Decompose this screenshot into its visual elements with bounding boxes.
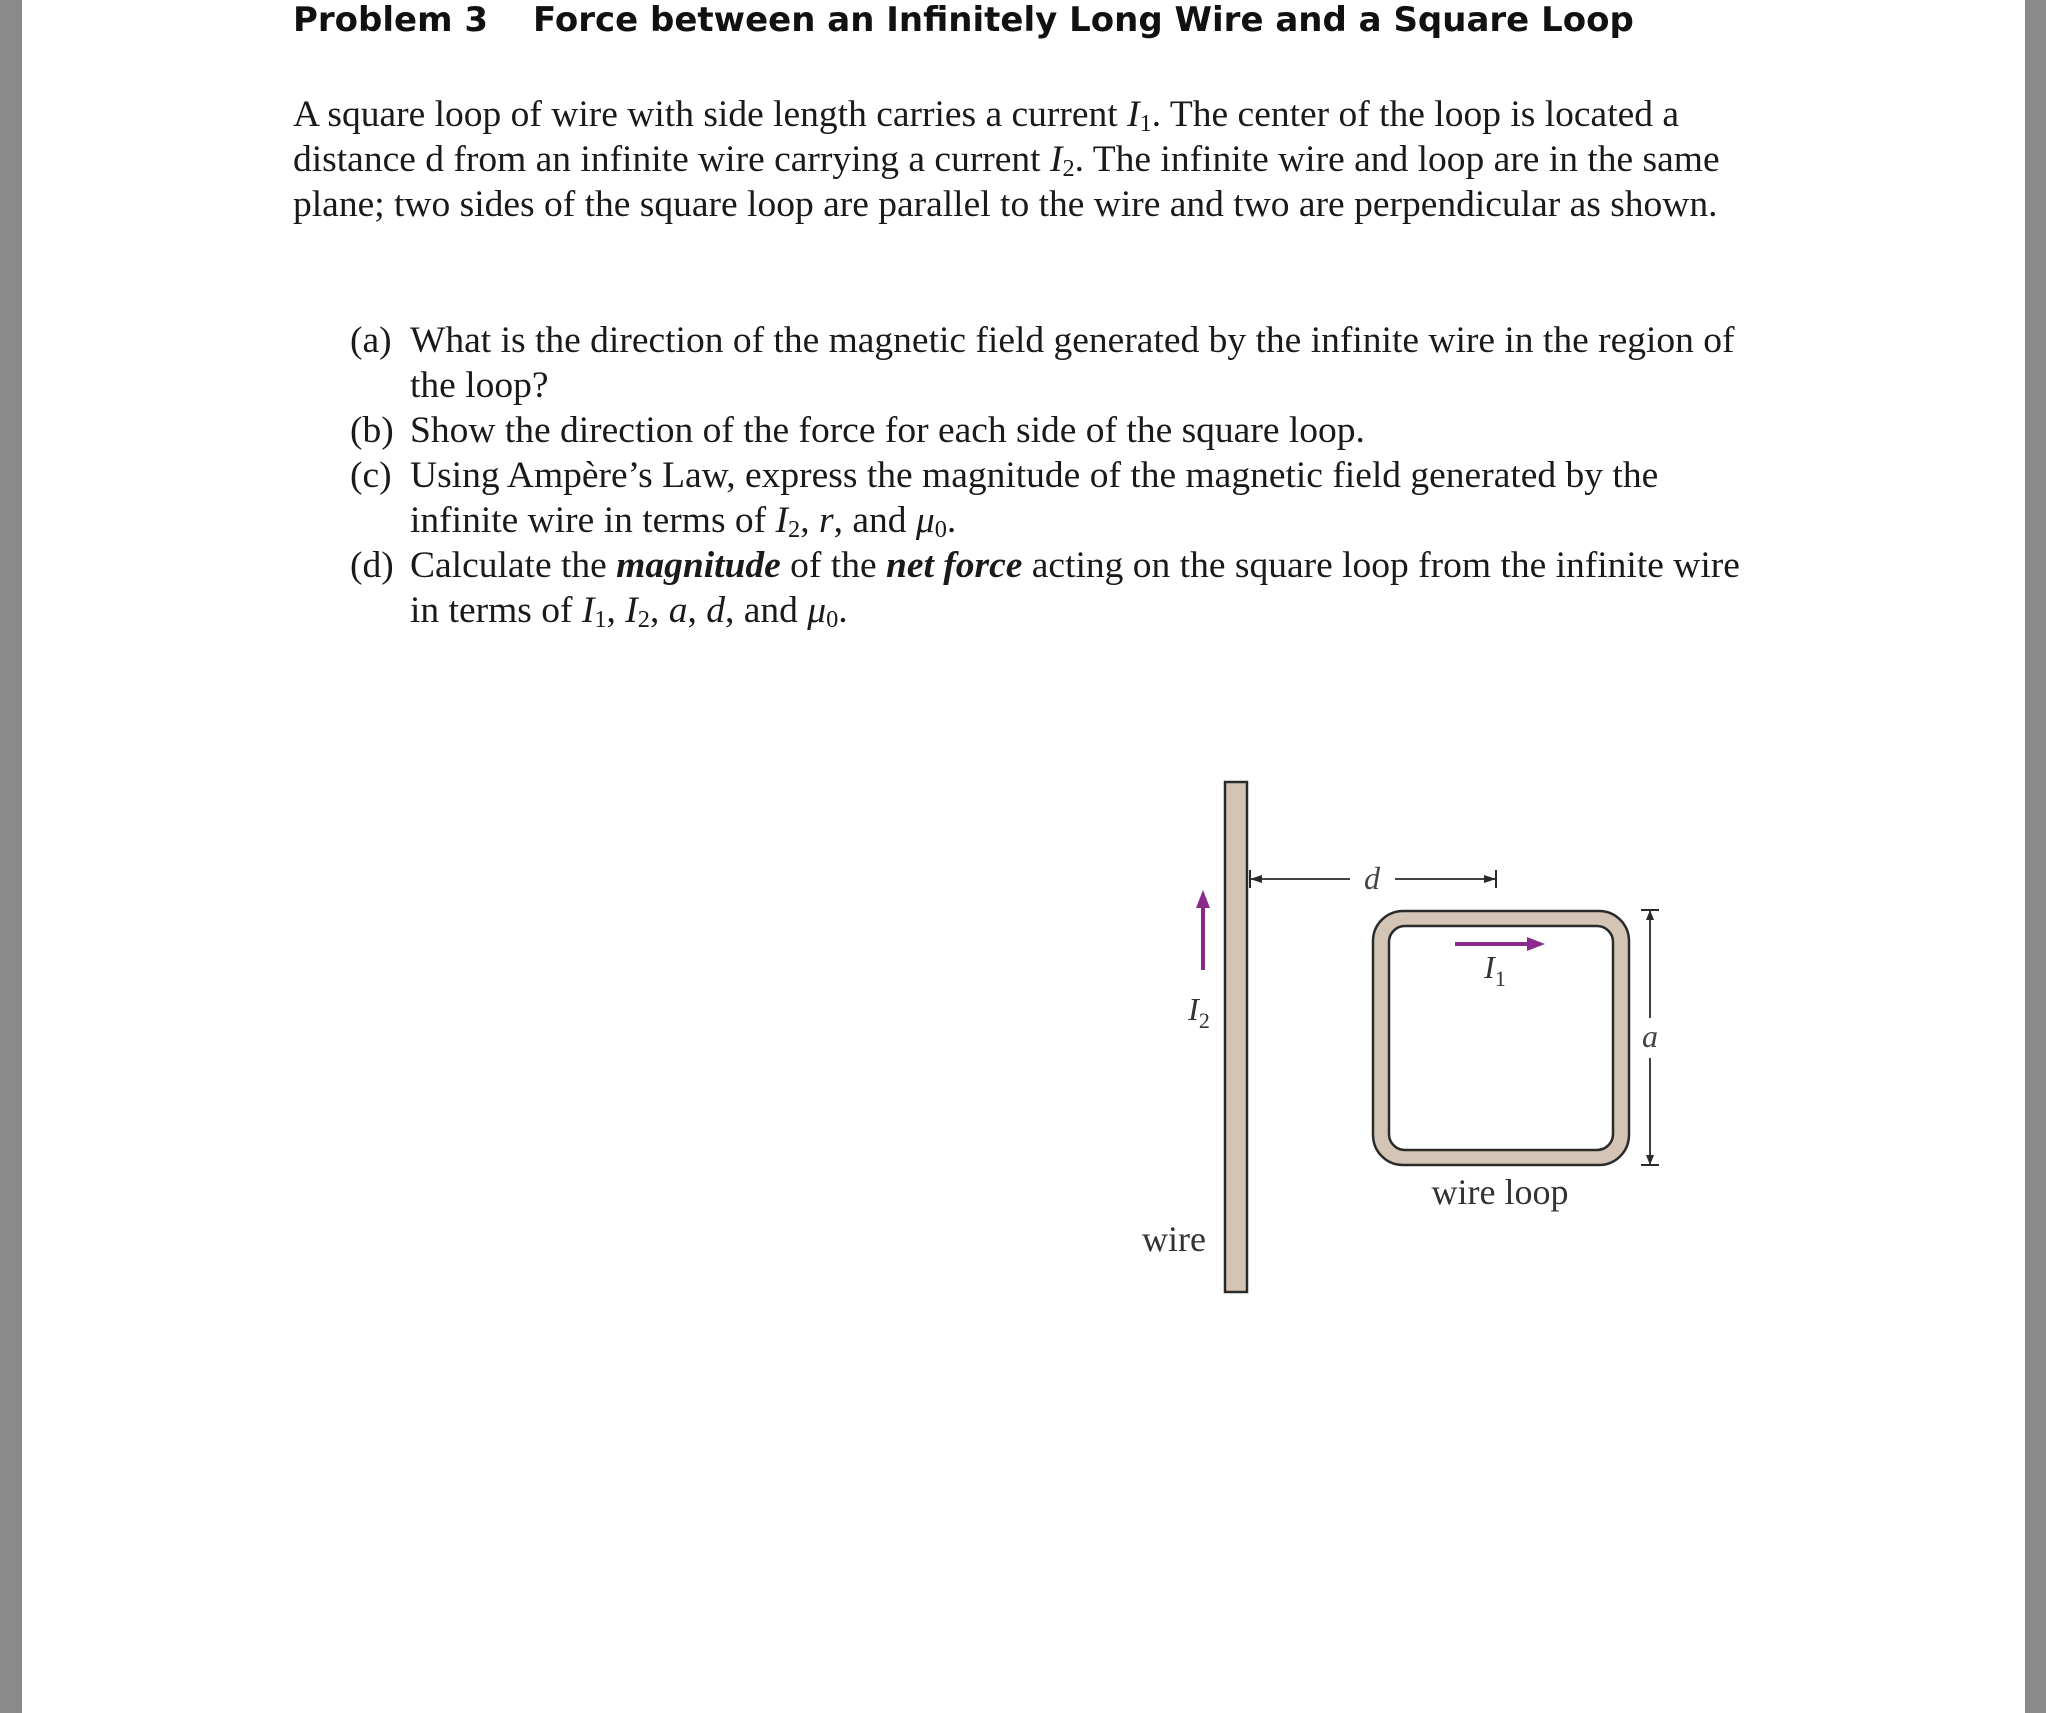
question-d-text-2: of the: [780, 545, 886, 586]
intro-text-2: . The center of the loop is located a distance d from an infinite wire carrying a current: [293, 94, 1680, 180]
question-a-text: What is the direction of the magnetic field generated by the infinite wire in the region of the loop?: [410, 320, 1735, 406]
question-d-sep-1: ,: [606, 590, 626, 631]
question-c-label: (c): [350, 455, 392, 496]
question-c-mu-symbol: μ: [915, 500, 935, 541]
question-d-a-symbol: a: [668, 590, 688, 631]
question-d-end: .: [838, 590, 848, 631]
question-d-current1-symbol: I: [581, 590, 595, 631]
question-d-label: (d): [350, 545, 394, 586]
problem-number: Problem 3: [293, 0, 489, 40]
question-a-label: (a): [350, 320, 392, 361]
question-d-sep-2: ,: [649, 590, 669, 631]
question-c-r-symbol: r: [818, 500, 834, 541]
wire-loop-inner: [1389, 926, 1613, 1150]
question-c-mu-subscript: 0: [934, 515, 947, 543]
intro-text-3: . The infinite wire and loop are in the same plane; two sides of the square loop are parallel to the wire and two are perpendicular as shown.: [293, 139, 1720, 225]
side-a-label: a: [1642, 1018, 1658, 1054]
question-c-current-symbol: I: [775, 500, 789, 541]
question-d-sep-3: ,: [687, 590, 707, 631]
current-i2-symbol: I: [1188, 991, 1199, 1027]
question-d-emphasis-net-force: net force: [885, 545, 1023, 586]
question-d-mu-symbol: μ: [807, 590, 827, 631]
current-i1-subscript: 1: [1494, 966, 1506, 991]
current-i2-subscript: 2: [1198, 1008, 1210, 1033]
question-c-end: .: [946, 500, 957, 541]
question-b-label: (b): [350, 410, 394, 451]
intro-current1-symbol: I: [1127, 94, 1140, 135]
distance-d-label: d: [1364, 860, 1380, 896]
intro-current1-subscript: 1: [1139, 109, 1152, 137]
current-i2-arrow: [1196, 890, 1210, 970]
question-d-emphasis-magnitude: magnitude: [616, 545, 781, 586]
intro-current2-subscript: 2: [1062, 154, 1075, 182]
question-c-text-1: Using Ampère’s Law, express the magnitude of the magnetic field generated by the infinite wire in terms of: [410, 455, 1659, 541]
wire-loop-label: wire loop: [1431, 1172, 1569, 1212]
question-d-text-1: Calculate the: [410, 545, 617, 586]
question-d-current2-symbol: I: [625, 590, 638, 631]
question-d-text-3: acting on the square loop from the infinite wire in terms of: [410, 545, 1740, 631]
question-c-sep-1: ,: [800, 500, 819, 541]
infinite-wire: [1225, 782, 1247, 1292]
current-i1-symbol: I: [1484, 949, 1495, 985]
question-d-mu-subscript: 0: [826, 605, 839, 633]
intro-current2-symbol: I: [1049, 139, 1063, 180]
question-c-current-subscript: 2: [788, 515, 801, 543]
question-c-sep-2: , and: [833, 500, 916, 541]
question-b-text: Show the direction of the force for each side of the square loop.: [410, 410, 1365, 451]
intro-text-1: A square loop of wire with side length carries a current: [293, 94, 1128, 135]
problem-title: Force between an Infinitely Long Wire and a Square Loop: [533, 0, 1634, 40]
question-d-current1-subscript: 1: [594, 605, 607, 633]
question-d-sep-4: , and: [724, 590, 808, 631]
question-d-d-symbol: d: [706, 590, 725, 631]
current-i2-label: [1187, 991, 1210, 1033]
wire-label: wire: [1142, 1219, 1206, 1259]
question-d-current2-subscript: 2: [637, 605, 650, 633]
